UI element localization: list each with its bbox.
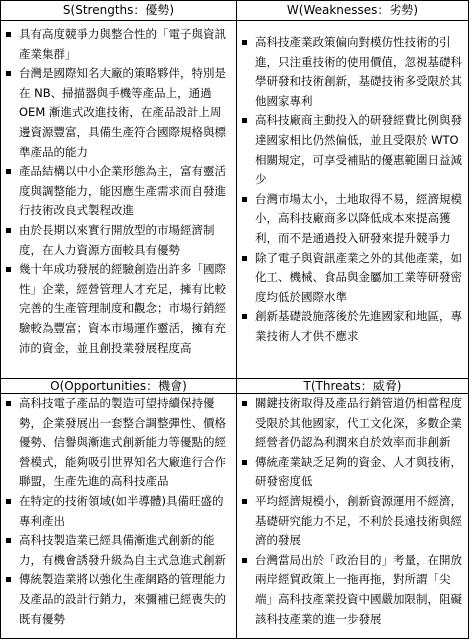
strengths-item: 具有高度競爭力與整合性的「電子與資訊產業集群」 xyxy=(1,25,236,64)
strengths-item: 台灣是國際知名大廠的策略夥伴，特別是在 NB、掃描器與手機等產品上，通過 OEM 漸進式改進技術，在產品設計上周邊資源豐富，具備生產符合國際規格與標準產品的能力 xyxy=(1,64,236,162)
strengths-item: 產品結構以中小企業形態為主，富有靈活度與調整能力，能因應生產需求而自發進行技術改良式製程改進 xyxy=(1,162,236,221)
strengths-list xyxy=(1,25,236,358)
opportunities-cell xyxy=(1,379,236,638)
opportunities-list xyxy=(1,394,236,629)
opportunities-header: O(Opportunities：機會) xyxy=(1,379,236,394)
weaknesses-list xyxy=(237,33,468,347)
weaknesses-item: 高科技產業政策偏向對模仿性技術的引進，只注重技術的使用價值，忽視基礎科學研發和技術創新，基礎技術多受限於其他國家專利 xyxy=(237,33,468,111)
threats-list xyxy=(237,394,468,629)
opportunities-item: 在特定的技術領域(如半導體)具備旺盛的專利產出 xyxy=(1,492,236,531)
strengths-item: 幾十年成功發展的經驗創造出許多「國際性」企業，經營管理人才充足，擁有比較完善的生產管理制度和觀念；市場行銷經驗較為豐富；資本市場運作靈活，擁有充沛的資金，並且創投業發展程度高 xyxy=(1,260,236,358)
weaknesses-item: 台灣市場太小，土地取得不易，經濟規模小，高科技廠商多以降低成本來提高獲利，而不是通過投入研發來提升競爭力 xyxy=(237,190,468,249)
threats-item: 平均經濟規模小，創新資源運用不經濟，基礎研究能力不足，不利於長遠技術與經濟的發展 xyxy=(237,492,468,551)
threats-header: T(Threats：威脅) xyxy=(237,379,468,394)
weaknesses-header: W(Weaknesses：劣勢) xyxy=(237,1,468,21)
threats-item: 台灣當局出於「政治目的」考量，在開放兩岸經貿政策上一拖再拖，對所謂「尖端」高科技產業投資中國嚴加限制，阻礙該科技產業的進一步發展 xyxy=(237,551,468,629)
opportunities-item: 高科技製造業已經具備漸進式創新的能力，有機會誘發升級為自主式急進式創新 xyxy=(1,531,236,570)
strengths-cell xyxy=(1,1,236,378)
weaknesses-item: 創新基礎設施落後於先進國家和地區，專業技術人才供不應求 xyxy=(237,307,468,346)
threats-cell xyxy=(237,379,468,638)
opportunities-item: 傳統製造業將以強化生產網路的管理能力及產品的設計行銷力，來彌補已經喪失的既有優勢 xyxy=(1,570,236,629)
strengths-item: 由於長期以來實行開放型的市場經濟制度，在人力資源方面較具有優勢 xyxy=(1,221,236,260)
weaknesses-item: 除了電子與資訊產業之外的其他產業，如化工、機械、食品與金屬加工業等研發密度均低於國際水準 xyxy=(237,249,468,308)
weaknesses-item: 高科技廠商主動投入的研發經費比例與發達國家相比仍然偏低，並且受限於 WTO 相關規定，可享受補貼的優惠範圍日益減少 xyxy=(237,111,468,189)
strengths-header: S(Strengths：優勢) xyxy=(1,1,236,21)
opportunities-item: 高科技電子產品的製造可望持續保持優勢，企業發展出一套整合調整彈性、價格優勢、信譽與漸進式創新能力等優點的經營模式，能夠吸引世界知名大廠進行合作聯盟，生產先進的高科技產品 xyxy=(1,394,236,492)
threats-item: 關鍵技術取得及產品行銷管道仍相當程度受限於其他國家，代工文化深，多數企業經營者仍認為利潤來自於效率而非創新 xyxy=(237,394,468,453)
weaknesses-cell xyxy=(237,1,468,378)
threats-item: 傳統產業缺乏足夠的資金、人才與技術，研發密度低 xyxy=(237,453,468,492)
